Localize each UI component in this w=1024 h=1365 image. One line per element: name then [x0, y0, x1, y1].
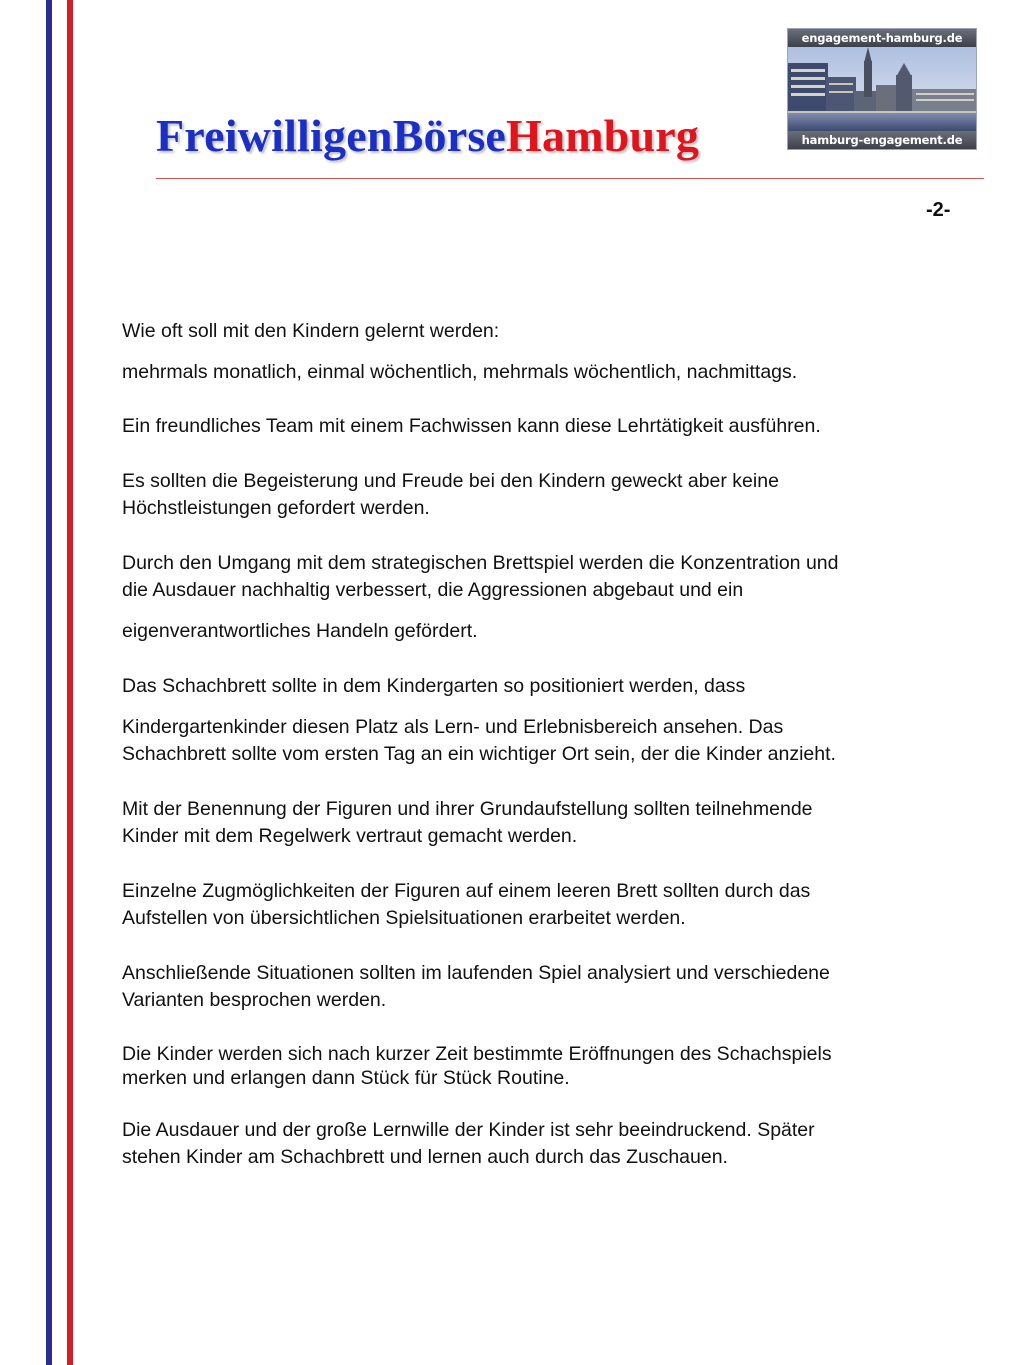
hamburg-skyline-photo-icon — [788, 47, 977, 131]
text-line: mehrmals monatlich, einmal wöchentlich, mehrmals wöchentlich, nachmittags. — [122, 361, 798, 383]
text-line: die Ausdauer nachhaltig verbessert, die Aggressionen abgebaut und ein — [122, 579, 744, 601]
badge-top-label: engagement-hamburg.de — [788, 29, 976, 47]
text-line: Ein freundliches Team mit einem Fachwissen kann diese Lehrtätigkeit ausführen. — [122, 415, 821, 437]
text-line: Schachbrett sollte vom ersten Tag an ein wichtiger Ort sein, der die Kinder anzieht. — [122, 743, 836, 765]
text-line: Wie oft soll mit den Kindern gelernt werden: — [122, 320, 500, 342]
paragraph — [122, 1117, 972, 1171]
paragraph — [122, 796, 972, 850]
text-line: merken und erlangen dann Stück für Stück Routine. — [122, 1067, 570, 1089]
paragraph — [122, 318, 972, 345]
paragraph — [122, 878, 972, 932]
text-line: Es sollten die Begeisterung und Freude bei den Kindern geweckt aber keine — [122, 470, 779, 492]
text-line: Die Kinder werden sich nach kurzer Zeit bestimmte Eröffnungen des Schachspiels — [122, 1043, 832, 1065]
left-blue-stripe — [46, 0, 52, 1365]
paragraph — [122, 618, 972, 645]
text-line: Anschließende Situationen sollten im laufenden Spiel analysiert und verschiedene — [122, 962, 830, 984]
brand-logo-text — [156, 108, 699, 164]
text-line: Durch den Umgang mit dem strategischen Brettspiel werden die Konzentration und — [122, 552, 839, 574]
text-line: Kinder mit dem Regelwerk vertraut gemacht werden. — [122, 825, 578, 847]
text-line: Höchstleistungen gefordert werden. — [122, 497, 430, 519]
paragraph — [122, 1042, 972, 1090]
left-red-stripe — [67, 0, 73, 1365]
paragraph — [122, 413, 972, 440]
badge-bottom-label: hamburg-engagement.de — [788, 131, 976, 149]
text-line: Varianten besprochen werden. — [122, 989, 387, 1011]
text-line: Einzelne Zugmöglichkeiten der Figuren auf einem leeren Brett sollten durch das — [122, 880, 811, 902]
paragraph — [122, 468, 972, 522]
paragraph — [122, 550, 972, 604]
text-line: Mit der Benennung der Figuren und ihrer Grundaufstellung sollten teilnehmende — [122, 798, 813, 820]
paragraph — [122, 673, 972, 700]
paragraph — [122, 714, 972, 768]
page-number: -2- — [926, 199, 951, 221]
engagement-badge — [787, 28, 977, 150]
paragraph — [122, 359, 972, 386]
text-line: Aufstellen von übersichtlichen Spielsituationen erarbeitet werden. — [122, 907, 686, 929]
paragraph — [122, 960, 972, 1014]
body-text — [122, 318, 972, 1171]
text-line: Das Schachbrett sollte in dem Kindergarten so positioniert werden, dass — [122, 675, 746, 697]
text-line: stehen Kinder am Schachbrett und lernen auch durch das Zuschauen. — [122, 1146, 728, 1168]
text-line: eigenverantwortliches Handeln gefördert. — [122, 620, 478, 642]
brand-part-hamburg: Hamburg — [506, 110, 700, 161]
header-divider — [156, 178, 984, 179]
text-line: Kindergartenkinder diesen Platz als Lern- und Erlebnisbereich ansehen. Das — [122, 716, 784, 738]
text-line: Die Ausdauer und der große Lernwille der Kinder ist sehr beeindruckend. Später — [122, 1119, 815, 1141]
brand-part-freiwilligenboerse: FreiwilligenBörse — [156, 110, 507, 161]
